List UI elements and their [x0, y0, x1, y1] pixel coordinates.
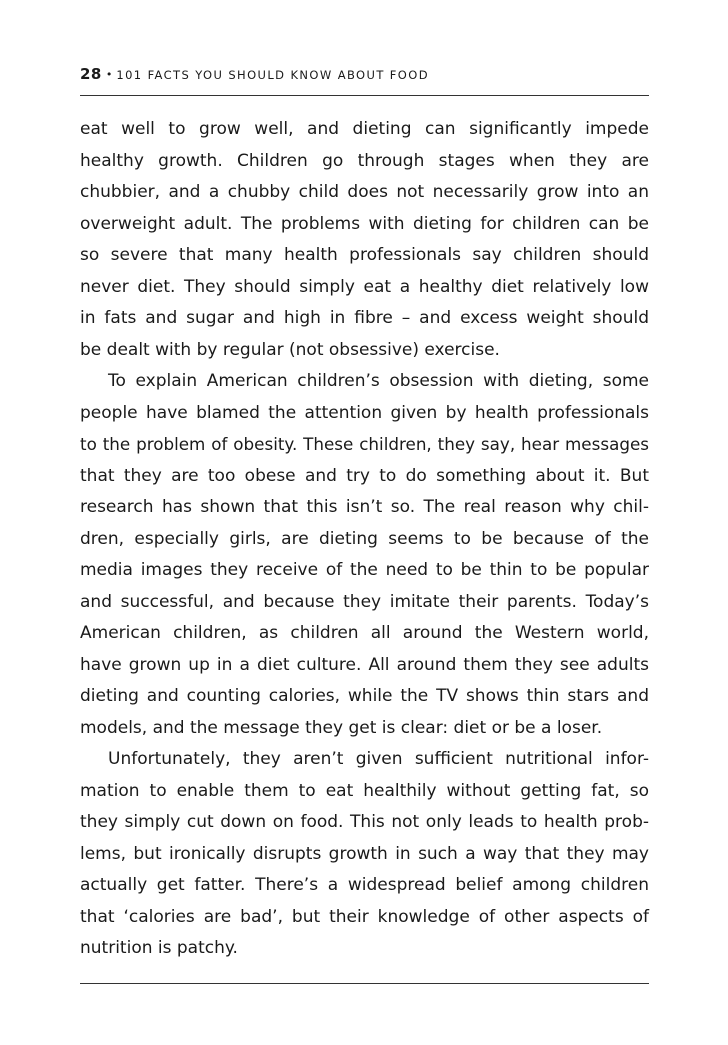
- text-line: they simply cut down on food. This not only leads to health prob-: [80, 812, 649, 832]
- text-line: media images they receive of the need to be thin to be popular: [80, 560, 649, 580]
- text-line: nutrition is patchy.: [80, 938, 238, 958]
- text-line: that ‘calories are bad’, but their knowledge of other aspects of: [80, 906, 649, 927]
- text-line: to the problem of obesity. These children, they say, hear messages: [80, 434, 649, 454]
- text-line: people have blamed the attention given by health professionals: [80, 402, 649, 423]
- header-rule: [80, 95, 649, 96]
- running-head: [80, 64, 650, 88]
- text-line: never diet. They should simply eat a healthy diet relatively low: [80, 276, 649, 297]
- text-line: be dealt with by regular (not obsessive) exercise.: [80, 339, 500, 360]
- text-line: actually get fatter. There’s a widespread belief among children: [80, 875, 649, 895]
- text-line: chubbier, and a chubby child does not necessarily grow into an: [80, 182, 649, 202]
- text-line: models, and the message they get is clear: diet or be a loser.: [80, 717, 603, 738]
- text-line: Unfortunately, they aren’t given sufficient nutritional infor-: [108, 749, 649, 769]
- header-separator: •: [105, 68, 113, 81]
- page-number: 28: [80, 65, 102, 83]
- text-line: research has shown that this isn’t so. The real reason why chil-: [80, 497, 649, 517]
- text-line: that they are too obese and try to do something about it. But: [80, 465, 649, 486]
- text-line: American children, as children all around the Western world,: [80, 623, 649, 643]
- text-line: lems, but ironically disrupts growth in such a way that they may: [80, 843, 649, 864]
- book-title: 101 FACTS YOU SHOULD KNOW ABOUT FOOD: [116, 68, 429, 82]
- body-text: [80, 114, 649, 965]
- text-line: overweight adult. The problems with dieting for children can be: [80, 213, 649, 234]
- text-line: have grown up in a diet culture. All around them they see adults: [80, 654, 649, 675]
- text-line: in fats and sugar and high in fibre – and excess weight should: [80, 308, 649, 328]
- footer-rule: [80, 983, 649, 984]
- text-line: dren, especially girls, are dieting seems to be because of the: [80, 528, 649, 549]
- text-line: eat well to grow well, and dieting can significantly impede: [80, 119, 649, 139]
- text-line: so severe that many health professionals say children should: [80, 245, 649, 265]
- text-line: mation to enable them to eat healthily without getting fat, so: [80, 780, 649, 801]
- text-line: dieting and counting calories, while the TV shows thin stars and: [80, 686, 649, 706]
- text-line: healthy growth. Children go through stages when they are: [80, 150, 649, 171]
- text-line: To explain American children’s obsession with dieting, some: [108, 371, 649, 391]
- text-line: and successful, and because they imitate their parents. Today’s: [80, 591, 649, 612]
